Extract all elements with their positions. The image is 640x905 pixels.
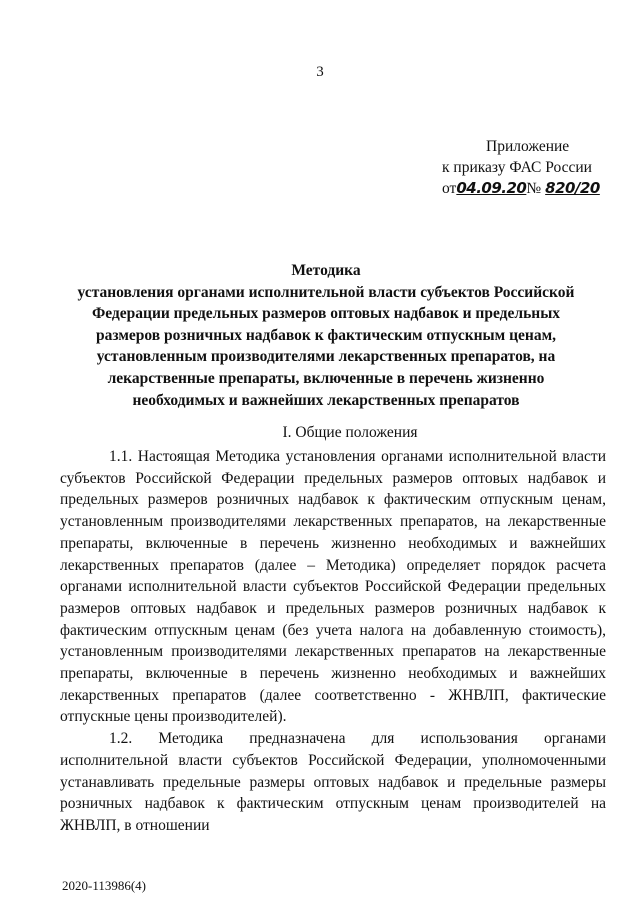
page-number: 3 — [316, 64, 324, 80]
appendix-order-reference: к приказу ФАС России — [442, 159, 592, 176]
document-title — [60, 260, 592, 411]
section-heading: I. Общие положения — [282, 424, 418, 441]
appendix-date-number — [432, 178, 632, 199]
paragraph-1-1: 1.1. Настоящая Методика установления органами исполнительной власти субъектов Российской Федерации предельных размеров оптовых надбавок и предельных размеров розничных надбавок к фактическим отпускным ценам, установленным производителями лекарственных препаратов, на лекарственные препараты, включенные в перечень жизненно необходимых и важнейших лекарственных препаратов (далее – Методика) определяет порядок расчета органами исполнительной власти субъектов Российской Федерации предельных размеров оптовых надбавок и предельных размеров розничных надбавок к фактическим отпускным ценам (без учета налога на добавленную стоимость), установленным производителями лекарственных препаратов на лекарственные препараты, включенные в перечень жизненно необходимых и важнейших лекарственных препаратов (далее соответственно - ЖНВЛП, фактические отпускные цены производителей). — [60, 448, 606, 726]
from-prefix: от — [442, 180, 457, 197]
number-sign: № — [526, 180, 542, 197]
handwritten-date: 04.09.20 — [456, 179, 527, 197]
title-subtitle: установления органами исполнительной власти субъектов Российской Федерации предельных размеров оптовых надбавок и предельных размеров розничных надбавок к фактическим отпускным ценам, установленным производителями лекарственных препаратов, на лекарственные препараты, включенные в перечень жизненно необходимых и важнейших лекарственных препаратов — [77, 283, 575, 409]
title-heading: Методика — [291, 262, 361, 279]
appendix-label: Приложение — [486, 138, 570, 155]
handwritten-number: 820/20 — [545, 179, 600, 197]
paragraph-1-2: 1.2. Методика предназначена для использования органами исполнительной власти субъектов Российской Федерации, уполномоченными устанавливать предельные размеры оптовых надбавок и предельные размеры розничных надбавок к фактическим отпускным ценам производителей на ЖНВЛП, в отношении — [60, 730, 606, 834]
appendix-header — [432, 136, 632, 199]
body-text — [60, 446, 606, 837]
footer-document-code: 2020-113986(4) — [62, 878, 147, 893]
